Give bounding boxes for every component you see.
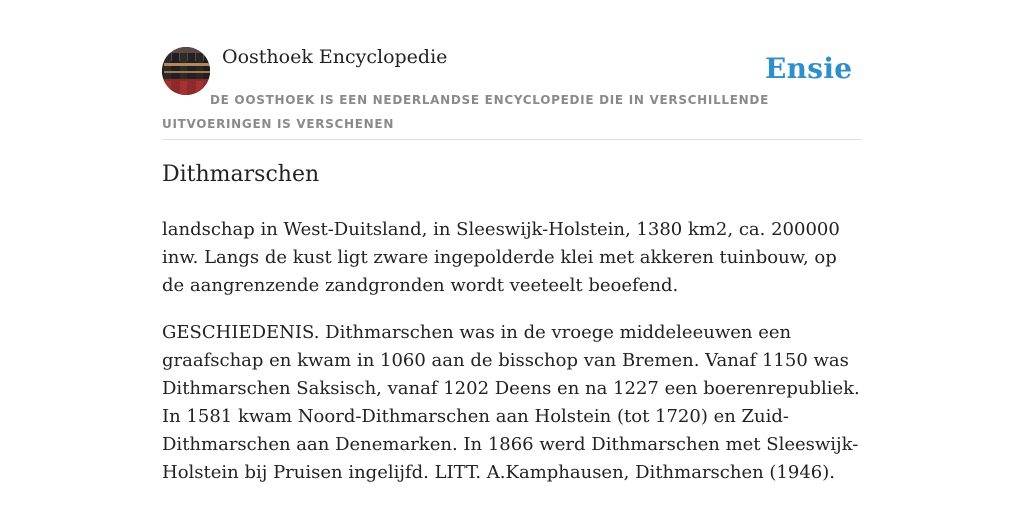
source-name[interactable]: Oosthoek Encyclopedie [222, 46, 448, 68]
header-divider [162, 139, 862, 140]
article-paragraph: landschap in West-Duitsland, in Sleeswijk-Holstein, 1380 km2, ca. 200000 inw. Langs de kust ligt zware ingepolderde klei met akkeren tuinbouw, op de aangrenzende zandgronden wordt veeteelt beoefend. [162, 219, 840, 296]
source-tagline: DE OOSTHOEK IS EEN NEDERLANDSE ENCYCLOPEDIE DIE IN VERSCHILLENDE UITVOERINGEN IS VERSCHENEN [162, 93, 769, 131]
brand-logo[interactable]: Ensie [765, 52, 853, 85]
article-title: Dithmarschen [162, 162, 320, 187]
article-paragraph: GESCHIEDENIS. Dithmarschen was in de vroege middeleeuwen een graafschap en kwam in 1060 aan de bisschop van Bremen. Vanaf 1150 was Dithmarschen Saksisch, vanaf 1202 Deens en na 1227 een boerenrepubliek. In 1581 kwam Noord-Dithmarschen aan Holstein (tot 1720) en Zuid-Dithmarschen aan Denemarken. In 1866 werd Dithmarschen met Sleeswijk-Holstein bij Pruisen ingelijfd. LITT. A.Kamphausen, Dithmarschen (1946). [162, 322, 860, 483]
